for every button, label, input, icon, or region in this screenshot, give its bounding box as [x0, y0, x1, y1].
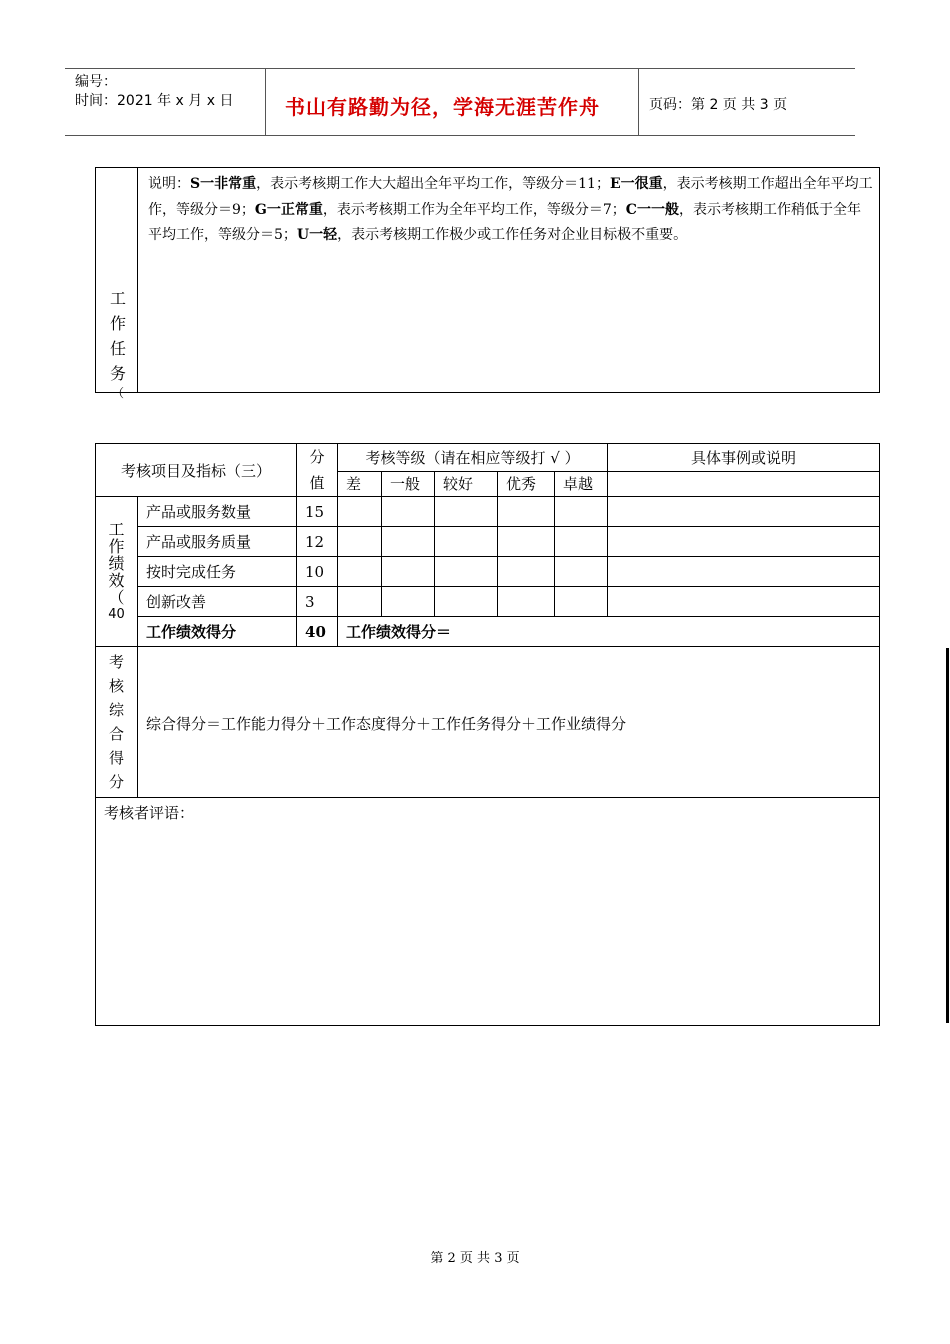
grade-col-outstanding: 卓越	[555, 471, 608, 496]
header-bottom-rule	[65, 135, 855, 136]
grade-c: C一一般	[625, 201, 679, 218]
header-divider	[638, 69, 639, 136]
row-score: 3	[297, 587, 338, 617]
row-item: 产品或服务质量	[138, 527, 297, 557]
header-score-cell: 分 值	[297, 444, 338, 497]
grade-input-cell[interactable]	[498, 587, 555, 617]
header-top-rule	[65, 68, 855, 69]
detail-input-cell[interactable]	[608, 557, 880, 587]
grade-input-cell[interactable]	[435, 497, 498, 527]
grade-input-cell[interactable]	[382, 557, 435, 587]
composite-side-label: 考 核 综 合 得 分	[96, 647, 138, 798]
grade-input-cell[interactable]	[382, 527, 435, 557]
detail-input-cell[interactable]	[608, 587, 880, 617]
row-item: 按时完成任务	[138, 557, 297, 587]
header-item-cell: 考核项目及指标（三）	[96, 444, 297, 497]
side-char: 作	[110, 314, 127, 333]
reviewer-comment-cell[interactable]	[96, 798, 880, 1026]
grade-input-cell[interactable]	[555, 497, 608, 527]
total-score: 40	[297, 617, 338, 647]
grade-input-cell[interactable]	[435, 557, 498, 587]
work-task-box	[95, 167, 880, 400]
perf-side-label: 工 作 绩 效 （ 40	[96, 497, 138, 647]
side-char: 工	[110, 289, 127, 308]
grade-input-cell[interactable]	[338, 497, 382, 527]
header-motto: 书山有路勤为径，学海无涯苦作舟	[285, 95, 600, 119]
detail-subheader	[608, 471, 880, 496]
side-char: 务	[110, 364, 127, 383]
grade-input-cell[interactable]	[382, 497, 435, 527]
grade-col-good: 较好	[435, 471, 498, 496]
grade-input-cell[interactable]	[555, 527, 608, 557]
grade-col-poor: 差	[338, 471, 382, 496]
grade-input-cell[interactable]	[382, 587, 435, 617]
work-task-side-label	[110, 286, 126, 400]
header-detail-cell: 具体事例或说明	[608, 444, 880, 472]
grade-col-excellent: 优秀	[498, 471, 555, 496]
grade-input-cell[interactable]	[338, 557, 382, 587]
grade-input-cell[interactable]	[435, 587, 498, 617]
header-grade-cell: 考核等级（请在相应等级打 √ ）	[338, 444, 608, 472]
detail-input-cell[interactable]	[608, 527, 880, 557]
grade-input-cell[interactable]	[498, 557, 555, 587]
total-label: 工作绩效得分	[138, 617, 297, 647]
total-result[interactable]: 工作绩效得分＝	[338, 617, 880, 647]
grade-description: 说明：S一非常重，表示考核期工作大大超出全年平均工作，等级分＝11；E一很重，表示考核期工作超出全年平均工作，等级分＝9；G一正常重，表示考核期工作为全年平均工作，等级分＝7；C一一般，表示考核期工作稍低于全年平均工作，等级分＝5；U一轻，表示考核期工作极少或工作任务对企业目标极不重要。	[148, 176, 873, 243]
composite-formula: 综合得分＝工作能力得分＋工作态度得分＋工作任务得分＋工作业绩得分	[138, 647, 880, 798]
side-char: （	[111, 386, 124, 400]
doc-number-label: 编号：	[75, 74, 117, 90]
page-number-label: 页码：第 2 页 共 3 页	[649, 97, 788, 113]
doc-time-label: 时间：2021 年 x 月 x 日	[75, 93, 234, 109]
work-task-side-cell	[96, 168, 138, 400]
grade-input-cell[interactable]	[555, 587, 608, 617]
row-score: 15	[297, 497, 338, 527]
grade-g: G一正常重	[254, 201, 323, 218]
grade-input-cell[interactable]	[498, 497, 555, 527]
row-item: 创新改善	[138, 587, 297, 617]
detail-input-cell[interactable]	[608, 497, 880, 527]
grade-input-cell[interactable]	[338, 527, 382, 557]
grade-input-cell[interactable]	[338, 587, 382, 617]
side-char: 任	[110, 339, 127, 358]
performance-table	[95, 443, 880, 1026]
grade-input-cell[interactable]	[555, 557, 608, 587]
grade-input-cell[interactable]	[435, 527, 498, 557]
header-divider	[265, 69, 266, 136]
grade-col-fair: 一般	[382, 471, 435, 496]
reviewer-comment-label: 考核者评语：	[104, 804, 195, 822]
page-footer: 第 2 页 共 3 页	[430, 1251, 520, 1266]
grade-u: U一轻	[296, 227, 338, 243]
grade-e: E一很重	[609, 176, 663, 192]
row-score: 12	[297, 527, 338, 557]
margin-rule	[946, 648, 949, 1023]
grade-s: S一非常重	[190, 176, 257, 192]
row-score: 10	[297, 557, 338, 587]
grade-input-cell[interactable]	[498, 527, 555, 557]
row-item: 产品或服务数量	[138, 497, 297, 527]
